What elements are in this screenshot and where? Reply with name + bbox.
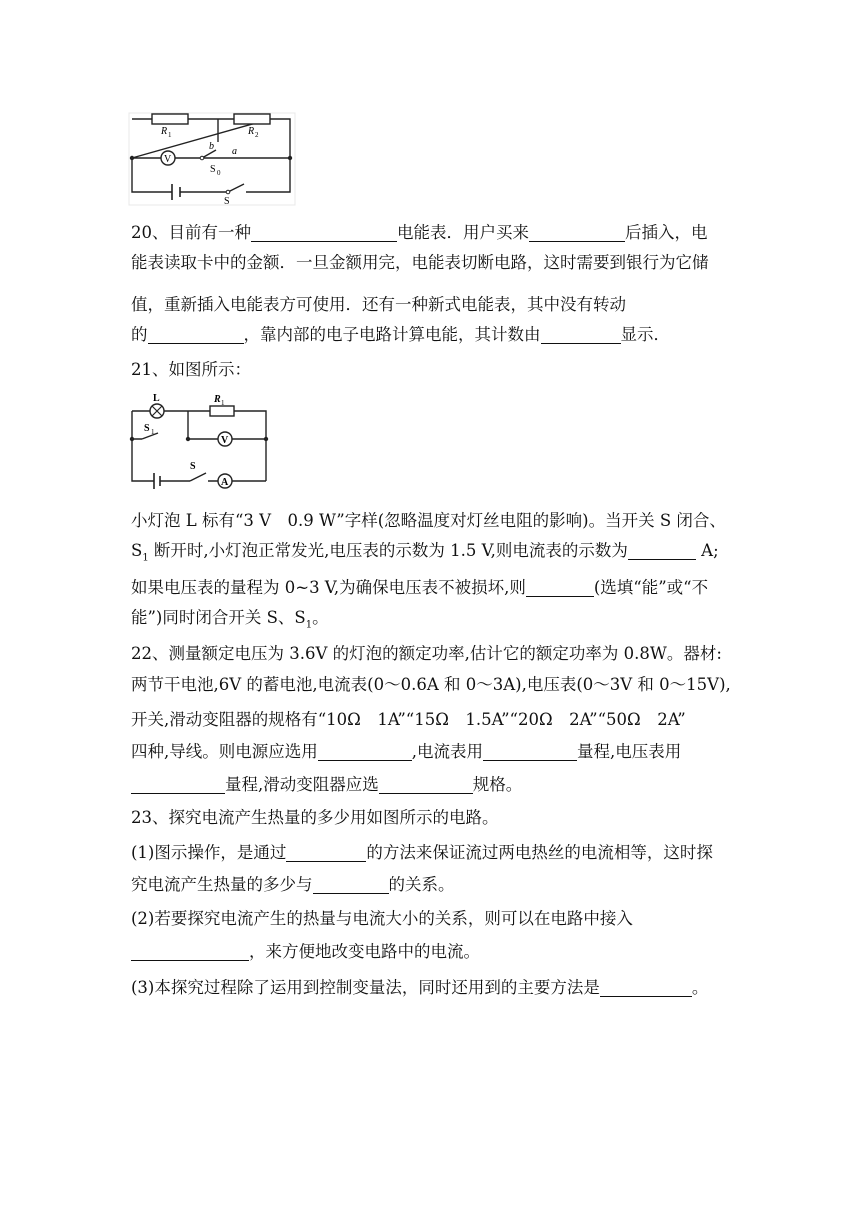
r2-sub: 2 xyxy=(255,131,259,139)
q20-line-3: 值，重新插入电能表方可使用．还有一种新式电能表，其中没有转动 xyxy=(131,295,626,314)
q22-blank-1[interactable] xyxy=(318,742,412,761)
q22-line-2: 两节干电池,6V 的蓄电池,电流表(0～0.6A 和 0～3A),电压表(0～3V 和 0～15V), xyxy=(131,675,731,694)
q23-line-2: (1)图示操作，是通过 的方法来保证流过两电热丝的电流相等，这时探 xyxy=(131,843,713,862)
q20-line-2: 能表读取卡中的金额．一旦金额用完，电能表切断电路，这时需要到银行为它储 xyxy=(131,253,709,272)
circuit-diagram-2 xyxy=(128,393,272,489)
q23-line-5: ，来方便地改变电路中的电流。 xyxy=(131,937,741,967)
r1-label: R xyxy=(161,126,168,137)
lamp-label: L xyxy=(153,393,160,404)
q20-blank-4[interactable] xyxy=(541,325,621,344)
q22-blank-4[interactable] xyxy=(379,775,473,794)
b-label: b xyxy=(209,141,214,152)
q22-line-5: 量程,滑动变阻器应选 规格。 xyxy=(131,770,741,800)
q20-blank-3[interactable] xyxy=(148,325,244,344)
q23-blank-3[interactable] xyxy=(131,942,249,961)
q22-blank-2[interactable] xyxy=(483,742,577,761)
q20-blank-1[interactable] xyxy=(251,223,397,242)
s-label-2: S xyxy=(190,461,196,472)
q20-line-1: 20、目前有一种 电能表．用户买来 后插入，电 xyxy=(131,223,708,242)
q22-blank-3[interactable] xyxy=(131,775,225,794)
s0-label: S xyxy=(210,164,216,175)
q20-line-4: 的 ，靠内部的电子电路计算电能，其计数由 显示． xyxy=(131,325,670,344)
voltmeter-label: V xyxy=(164,154,172,165)
r1-sub: 1 xyxy=(168,131,172,139)
s1-sub: 1 xyxy=(151,428,155,436)
q21-line-1: 小灯泡 L 标有“3 V 0.9 W”字样(忽略温度对灯丝电阻的影响)。当开关 S 闭合、 xyxy=(131,511,726,530)
a-label: a xyxy=(232,146,237,157)
q23-blank-2[interactable] xyxy=(313,875,389,894)
r2-label: R xyxy=(248,126,255,137)
q23-blank-1[interactable] xyxy=(286,843,366,862)
q22-line-1: 22、测量额定电压为 3.6V 的灯泡的额定功率,估计它的额定功率为 0.8W。器材: xyxy=(131,644,722,663)
s0-sub: 0 xyxy=(217,169,221,177)
q21-blank-1[interactable] xyxy=(628,541,696,560)
q22-line-3: 开关,滑动变阻器的规格有“10Ω 1A”“15Ω 1.5A”“20Ω 2A”“50Ω 2A” xyxy=(131,710,686,729)
q21-title: 21、如图所示： xyxy=(131,360,251,379)
q23-line-1: 23、探究电流产生热量的多少用如图所示的电路。 xyxy=(131,808,499,827)
r1-label-2: R xyxy=(214,394,221,405)
q21-line-4: 能”)同时闭合开关 S、$S_1$。 xyxy=(131,608,329,631)
q23-line-3: 究电流产生热量的多少与 的关系。 xyxy=(131,875,455,894)
q23-line-6: (3)本探究过程除了运用到控制变量法，同时还用到的主要方法是 。 xyxy=(131,978,709,997)
s-label: S xyxy=(224,196,230,206)
voltmeter-label-2: V xyxy=(221,435,229,446)
q21-blank-2[interactable] xyxy=(526,578,594,597)
q21-line-2: $S_1$ 断开时,小灯泡正常发光,电压表的示数为 1.5 V,则电流表的示数为 A; xyxy=(131,541,719,564)
circuit-diagram-1 xyxy=(128,112,296,206)
q22-line-4: 四种,导线。则电源应选用 ,电流表用 量程,电压表用 xyxy=(131,742,682,761)
s1-label: S xyxy=(144,423,150,434)
ammeter-label: A xyxy=(221,477,229,488)
q21-line-3: 如果电压表的量程为 0~3 V,为确保电压表不被损坏,则 (选填“能”或“不 xyxy=(131,578,709,597)
q20-blank-2[interactable] xyxy=(529,223,625,242)
q23-blank-4[interactable] xyxy=(600,978,692,997)
r1-sub-2: 1 xyxy=(221,399,225,407)
q23-line-4: (2)若要探究电流产生的热量与电流大小的关系，则可以在电路中接入 xyxy=(131,909,633,928)
